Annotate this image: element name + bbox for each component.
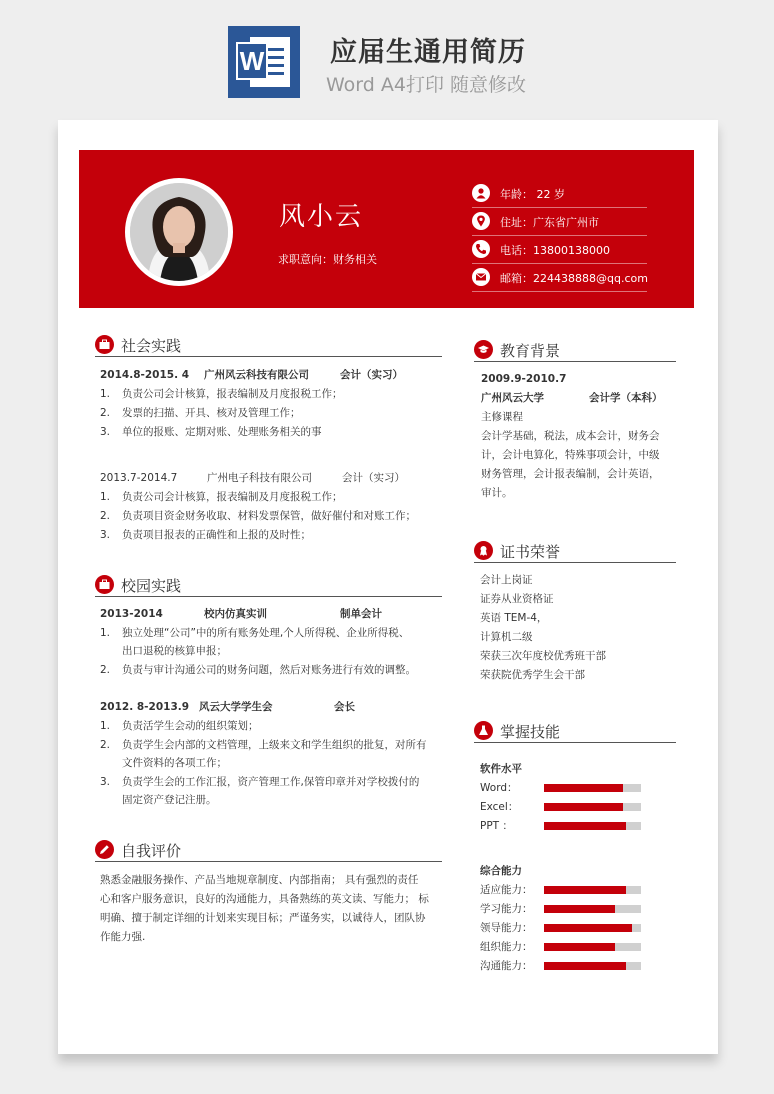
entry-org: 广州风云科技有限公司 xyxy=(204,369,309,381)
list-item: 负责公司会计核算，报表编制及月度报税工作； xyxy=(122,491,343,503)
self-eval-line: 作能力强. xyxy=(100,931,146,943)
banner-title: 应届生通用简历 xyxy=(330,37,526,68)
section-title: 证书荣誉 xyxy=(500,543,561,561)
skill-bar xyxy=(544,962,641,970)
section-title: 校园实践 xyxy=(121,577,182,595)
resume-page xyxy=(58,120,718,1054)
list-item: 单位的报账、定期对账、处理账务相关的事 xyxy=(122,426,322,438)
info-age xyxy=(472,180,647,208)
skill-label: PPT ： xyxy=(480,820,513,832)
skill-bar xyxy=(544,803,641,811)
location-icon xyxy=(472,212,490,230)
list-item: 独立处理“公司”中的所有账务处理,个人所得税、企业所得税、 xyxy=(122,627,410,639)
skill-bar-fill xyxy=(544,803,623,811)
skill-bar-fill xyxy=(544,784,623,792)
list-number: 3. xyxy=(100,776,111,788)
edu-course-line: 审计。 xyxy=(481,487,513,499)
list-item: 负责学生会的工作汇报，资产管理工作,保管印章并对学校拨付的 xyxy=(122,776,420,788)
skill-bar xyxy=(544,905,641,913)
edu-course-title: 主修课程 xyxy=(481,411,523,423)
skill-label: 适应能力： xyxy=(480,884,533,896)
skill-bar-fill xyxy=(544,924,632,932)
section-certificates xyxy=(474,541,676,563)
section-campus-practice xyxy=(95,575,442,597)
person-icon xyxy=(472,184,490,202)
list-number: 1. xyxy=(100,720,111,732)
cert-item: 会计上岗证 xyxy=(480,574,533,586)
list-number: 1. xyxy=(100,627,111,639)
skills-software-title: 软件水平 xyxy=(480,763,522,775)
skill-label: 沟通能力： xyxy=(480,960,533,972)
list-number: 1. xyxy=(100,388,111,400)
skills-general-title: 综合能力 xyxy=(480,865,522,877)
section-skills xyxy=(474,721,676,743)
resume-header xyxy=(79,150,694,308)
word-letter: W xyxy=(236,42,268,80)
skill-bar xyxy=(544,943,641,951)
list-item: 出口退税的核算申报； xyxy=(122,645,227,657)
entry-role: 会长 xyxy=(334,701,355,713)
list-number: 2. xyxy=(100,664,111,676)
top-banner xyxy=(0,0,774,118)
cert-item: 荣获院优秀学生会干部 xyxy=(480,669,585,681)
entry-org: 风云大学学生会 xyxy=(199,701,273,713)
list-item: 文件资料的各项工作； xyxy=(122,757,227,769)
section-title: 自我评价 xyxy=(121,842,182,860)
medal-icon xyxy=(474,541,493,560)
info-text: 年龄： 22 岁 xyxy=(500,188,565,201)
cert-item: 英语 TEM-4， xyxy=(480,612,548,624)
section-self-evaluation xyxy=(95,840,442,862)
entry-org: 广州电子科技有限公司 xyxy=(207,472,312,484)
edu-course-line: 计，会计电算化，特殊事项会计，中级 xyxy=(481,449,660,461)
edu-school: 广州风云大学 xyxy=(481,392,544,404)
list-number: 2. xyxy=(100,739,111,751)
skill-bar-fill xyxy=(544,886,626,894)
cert-item: 证券从业资格证 xyxy=(480,593,554,605)
edu-course-line: 会计学基础，税法，成本会计，财务会 xyxy=(481,430,660,442)
info-address xyxy=(472,208,647,236)
self-eval-line: 心和客户服务意识，良好的沟通能力，具备熟练的英文读、写能力； 标 xyxy=(100,893,429,905)
entry-role: 制单会计 xyxy=(340,608,382,620)
job-intent: 求职意向：财务相关 xyxy=(278,253,377,266)
edu-course-line: 财务管理，会计报表编制，会计英语， xyxy=(481,468,660,480)
skill-bar-fill xyxy=(544,905,615,913)
skill-label: Excel： xyxy=(480,801,519,813)
briefcase-icon xyxy=(95,575,114,594)
entry-period: 2012. 8-2013.9 xyxy=(100,701,190,713)
list-item: 负责与审计沟通公司的财务问题，然后对账务进行有效的调整。 xyxy=(122,664,416,676)
mail-icon xyxy=(472,268,490,286)
section-title: 掌握技能 xyxy=(500,723,561,741)
list-number: 2. xyxy=(100,407,111,419)
list-item: 负责公司会计核算，报表编制及月度报税工作； xyxy=(122,388,343,400)
word-icon xyxy=(228,26,300,98)
entry-role: 会计（实习） xyxy=(340,369,403,381)
skill-bar xyxy=(544,886,641,894)
skill-label: 组织能力： xyxy=(480,941,533,953)
list-number: 1. xyxy=(100,491,111,503)
pencil-icon xyxy=(95,840,114,859)
banner-subtitle: Word A4打印 随意修改 xyxy=(326,74,527,96)
entry-org: 校内仿真实训 xyxy=(204,608,267,620)
skill-label: Word： xyxy=(480,782,518,794)
skill-bar-fill xyxy=(544,943,615,951)
entry-role: 会计（实习） xyxy=(342,472,405,484)
section-education xyxy=(474,340,676,362)
list-item: 发票的扫描、开具、核对及管理工作； xyxy=(122,407,301,419)
list-item: 负责项目报表的正确性和上报的及时性； xyxy=(122,529,311,541)
skill-bar xyxy=(544,822,641,830)
self-eval-line: 熟悉金融服务操作、产品当地规章制度、内部指南； 具有强烈的责任 xyxy=(100,874,419,886)
cert-item: 荣获三次年度校优秀班干部 xyxy=(480,650,606,662)
skill-bar xyxy=(544,924,641,932)
section-social-practice xyxy=(95,335,442,357)
edu-major: 会计学（本科） xyxy=(589,392,663,404)
info-text: 住址：广东省广州市 xyxy=(500,216,599,229)
briefcase-icon xyxy=(95,335,114,354)
list-item: 固定资产登记注册。 xyxy=(122,794,217,806)
section-title: 教育背景 xyxy=(500,342,561,360)
profile-photo xyxy=(125,178,233,286)
edu-period: 2009.9-2010.7 xyxy=(481,373,567,385)
list-number: 3. xyxy=(100,529,111,541)
graduation-cap-icon xyxy=(474,340,493,359)
entry-period: 2013-2014 xyxy=(100,608,163,620)
flask-icon xyxy=(474,721,493,740)
list-number: 3. xyxy=(100,426,111,438)
skill-bar xyxy=(544,784,641,792)
phone-icon xyxy=(472,240,490,258)
skill-bar-fill xyxy=(544,822,626,830)
self-eval-line: 明确、擅于制定详细的计划来实现目标；严谨务实，以诚待人，团队协 xyxy=(100,912,426,924)
skill-label: 学习能力： xyxy=(480,903,533,915)
list-number: 2. xyxy=(100,510,111,522)
skill-label: 领导能力： xyxy=(480,922,533,934)
entry-period: 2014.8-2015. 4 xyxy=(100,369,190,381)
cert-item: 计算机二级 xyxy=(480,631,533,643)
list-item: 负责学生会内部的文档管理，上级来文和学生组织的批复，对所有 xyxy=(122,739,427,751)
info-text: 邮箱：224438888@qq.com xyxy=(500,272,648,285)
applicant-name: 风小云 xyxy=(279,202,364,232)
list-item: 负责项目资金财务收取、材料发票保管，做好催付和对账工作； xyxy=(122,510,416,522)
entry-period: 2013.7-2014.7 xyxy=(100,472,178,484)
section-title: 社会实践 xyxy=(121,337,182,355)
skill-bar-fill xyxy=(544,962,626,970)
info-text: 电话：13800138000 xyxy=(500,244,610,257)
info-phone xyxy=(472,236,647,264)
list-item: 负责活学生会动的组织策划； xyxy=(122,720,259,732)
info-email xyxy=(472,264,647,292)
